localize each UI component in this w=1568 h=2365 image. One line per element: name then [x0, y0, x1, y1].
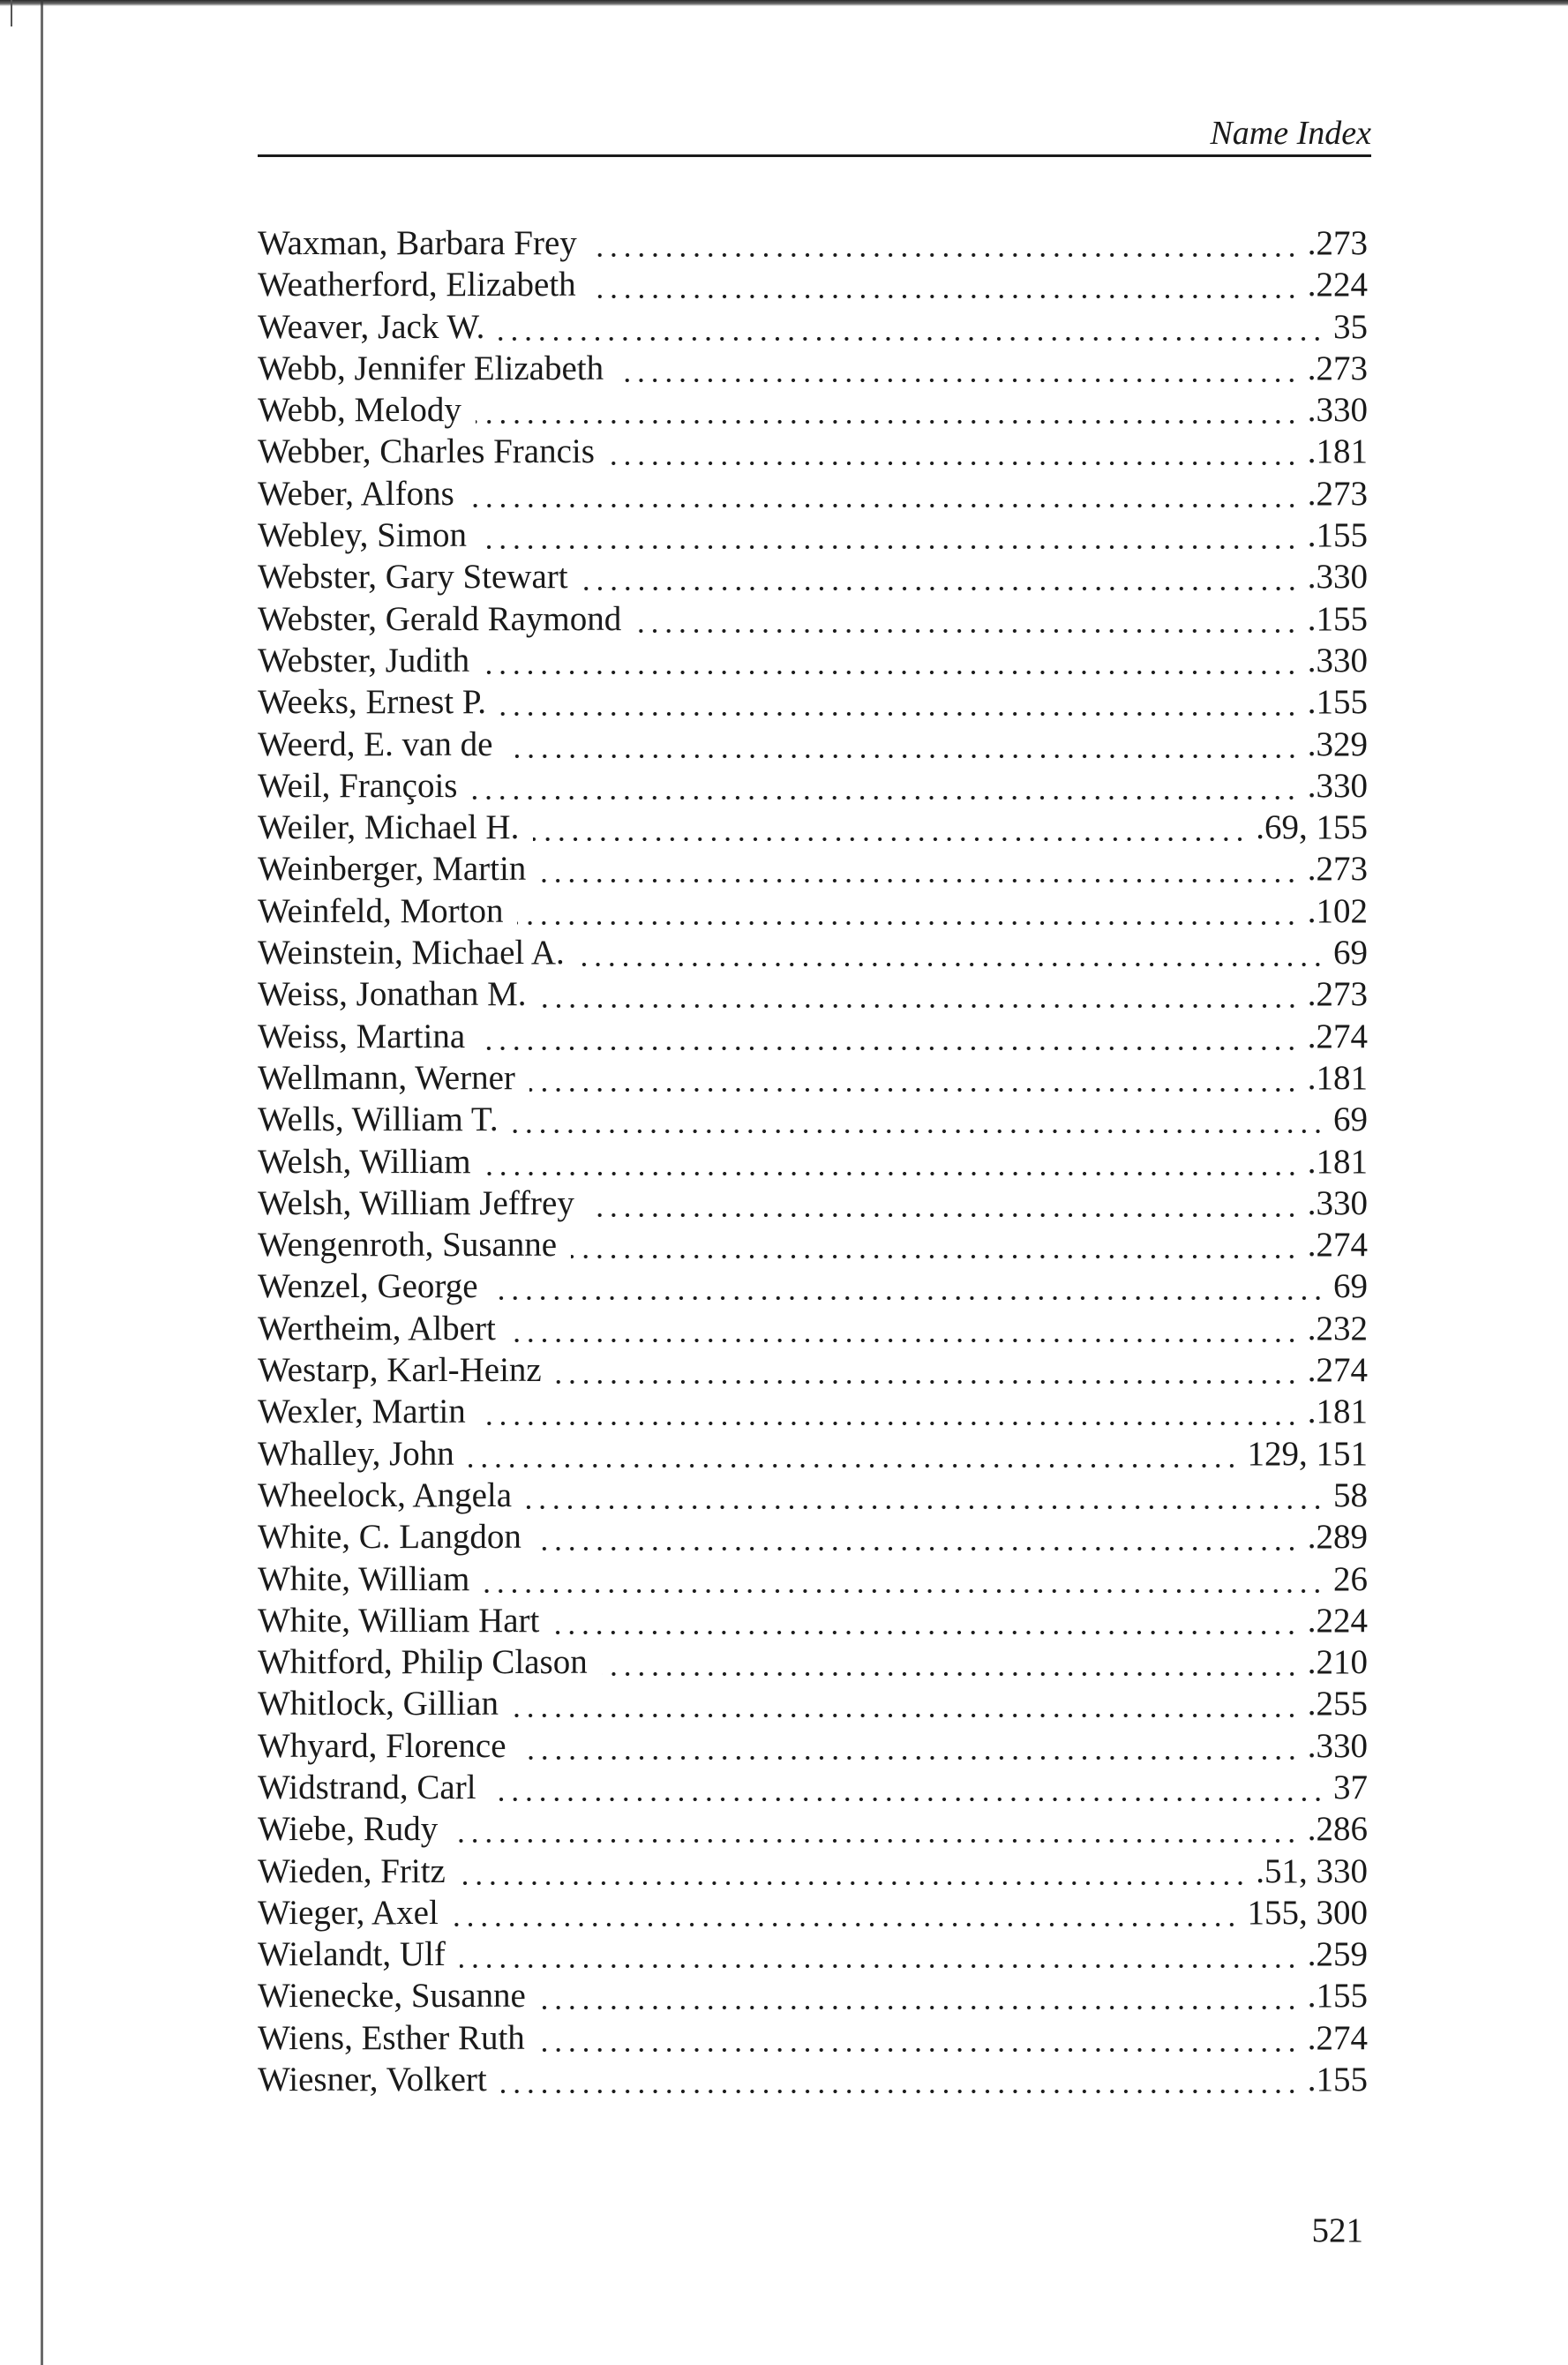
index-entry — [258, 1349, 1368, 1391]
dot-leader — [460, 1933, 1299, 1975]
index-entry-name: Weatherford, Elizabeth — [258, 266, 576, 304]
index-entry-pages: .255 — [1307, 1685, 1368, 1723]
index-entry-name: Weeks, Ernest P. — [258, 683, 486, 722]
index-entry-name: Wienecke, Susanne — [258, 1977, 526, 2016]
index-entry-pages: .330 — [1307, 1726, 1368, 1765]
index-entry-name: White, William Hart — [258, 1601, 540, 1640]
index-entry — [258, 2059, 1368, 2100]
index-entry — [258, 1892, 1368, 1933]
index-entry — [258, 389, 1368, 431]
index-entry — [258, 1391, 1368, 1432]
index-entry-name: Wiesner, Volkert — [258, 2061, 487, 2099]
index-entry — [258, 724, 1368, 765]
dot-leader — [469, 473, 1299, 514]
dot-leader — [510, 1308, 1299, 1349]
index-entry-name: Webster, Gary Stewart — [258, 558, 568, 597]
index-entry — [258, 973, 1368, 1015]
index-entry-pages: .330 — [1307, 391, 1368, 430]
dot-leader — [602, 1641, 1299, 1683]
index-entry-pages: .181 — [1307, 432, 1368, 471]
index-entry — [258, 1808, 1368, 1850]
index-entry-name: Weiss, Martina — [258, 1017, 466, 1055]
index-entry-name: White, C. Langdon — [258, 1518, 521, 1557]
index-entry-name: Wiens, Esther Ruth — [258, 2018, 525, 2057]
index-entry-pages: .232 — [1307, 1309, 1368, 1348]
dot-leader — [521, 1725, 1299, 1767]
index-entry — [258, 556, 1368, 597]
index-entry-name: Waxman, Barbara Frey — [258, 224, 577, 262]
index-entry-pages: .286 — [1307, 1810, 1368, 1849]
name-index-list — [258, 222, 1368, 2100]
index-entry-pages: 129, 151 — [1247, 1434, 1368, 1473]
index-entry-name: Webb, Jennifer Elizabeth — [258, 349, 604, 387]
dot-leader — [590, 264, 1299, 305]
index-entry — [258, 1433, 1368, 1475]
index-entry-pages: .273 — [1307, 850, 1368, 889]
scan-top-edge — [0, 0, 1568, 6]
index-entry-pages: 37 — [1333, 1768, 1368, 1806]
index-entry — [258, 932, 1368, 973]
index-entry-pages: .330 — [1307, 558, 1368, 597]
dot-leader — [529, 1057, 1299, 1099]
dot-leader — [533, 807, 1247, 848]
index-entry-name: Wieger, Axel — [258, 1893, 439, 1932]
index-entry — [258, 1767, 1368, 1808]
dot-leader — [541, 973, 1299, 1015]
index-entry-pages: .330 — [1307, 641, 1368, 679]
index-entry-pages: .330 — [1307, 1183, 1368, 1222]
index-entry-name: Wengenroth, Susanne — [258, 1226, 558, 1265]
index-entry-pages: 26 — [1333, 1559, 1368, 1598]
index-entry-pages: .51, 330 — [1256, 1851, 1368, 1890]
index-entry — [258, 2017, 1368, 2059]
index-entry-name: Widstrand, Carl — [258, 1768, 476, 1806]
dot-leader — [484, 640, 1299, 681]
index-entry — [258, 1141, 1368, 1182]
index-entry-name: Wellmann, Werner — [258, 1058, 515, 1097]
dot-leader — [471, 765, 1298, 807]
index-entry-name: Wielandt, Ulf — [258, 1935, 446, 1974]
index-entry — [258, 1600, 1368, 1641]
dot-leader — [513, 1683, 1299, 1724]
dot-leader — [553, 1600, 1298, 1641]
index-entry — [258, 264, 1368, 305]
dot-leader — [492, 1265, 1324, 1307]
dot-leader — [609, 431, 1299, 472]
running-header-title: Name Index — [1210, 115, 1371, 152]
index-entry-pages: 35 — [1333, 307, 1368, 346]
index-entry — [258, 1057, 1368, 1099]
index-entry-pages: .224 — [1307, 266, 1368, 304]
dot-leader — [526, 1475, 1324, 1516]
dot-leader — [536, 1516, 1299, 1558]
index-entry — [258, 1308, 1368, 1349]
dot-leader — [582, 556, 1299, 597]
index-entry-pages: .274 — [1307, 2018, 1368, 2057]
index-entry-name: Westarp, Karl-Heinz — [258, 1351, 542, 1390]
index-entry — [258, 1851, 1368, 1892]
dot-leader — [571, 1224, 1299, 1265]
dot-leader — [485, 1141, 1299, 1182]
dot-leader — [491, 1767, 1324, 1808]
index-entry-name: Webber, Charles Francis — [258, 432, 595, 471]
index-entry-name: Whitford, Philip Clason — [258, 1643, 588, 1682]
index-entry-pages: .330 — [1307, 766, 1368, 805]
index-entry-name: Welsh, William Jeffrey — [258, 1183, 574, 1222]
index-entry-pages: 69 — [1333, 934, 1368, 972]
dot-leader — [513, 1099, 1324, 1140]
index-entry-pages: .273 — [1307, 224, 1368, 262]
index-entry — [258, 598, 1368, 640]
dot-leader — [499, 306, 1324, 348]
dot-leader — [481, 514, 1299, 556]
dot-leader — [556, 1349, 1299, 1391]
index-entry-name: Weil, François — [258, 766, 458, 805]
index-entry-pages: .273 — [1307, 349, 1368, 387]
dot-leader — [500, 681, 1299, 723]
dot-leader — [476, 389, 1299, 431]
index-entry-pages: .155 — [1307, 599, 1368, 638]
index-entry-name: Webley, Simon — [258, 516, 467, 555]
index-entry — [258, 514, 1368, 556]
index-entry-pages: .289 — [1307, 1518, 1368, 1557]
index-entry — [258, 1099, 1368, 1140]
dot-leader — [618, 348, 1299, 389]
index-entry-pages: 155, 300 — [1247, 1893, 1368, 1932]
index-entry-pages: .69, 155 — [1256, 808, 1368, 847]
index-entry-name: Wieden, Fritz — [258, 1851, 446, 1890]
index-entry — [258, 306, 1368, 348]
index-entry — [258, 1933, 1368, 1975]
index-entry-pages: .155 — [1307, 516, 1368, 555]
dot-leader — [479, 1016, 1299, 1057]
dot-leader — [589, 1182, 1299, 1224]
index-entry — [258, 1016, 1368, 1057]
index-entry-name: Weiler, Michael H. — [258, 808, 520, 847]
header-rule — [258, 154, 1371, 157]
index-entry-pages: .155 — [1307, 2061, 1368, 2099]
index-entry-name: Wexler, Martin — [258, 1393, 466, 1431]
dot-leader — [579, 932, 1324, 973]
index-entry — [258, 1558, 1368, 1600]
dot-leader — [453, 1892, 1239, 1933]
index-entry-pages: .155 — [1307, 1977, 1368, 2016]
index-entry-pages: .155 — [1307, 683, 1368, 722]
index-entry-pages: 69 — [1333, 1100, 1368, 1139]
dot-leader — [501, 2059, 1299, 2100]
dot-leader — [591, 222, 1299, 264]
index-entry-pages: .259 — [1307, 1935, 1368, 1974]
index-entry-name: Welsh, William — [258, 1142, 471, 1181]
index-entry — [258, 1725, 1368, 1767]
index-entry-name: Weerd, E. van de — [258, 725, 493, 763]
running-header — [258, 111, 1371, 157]
dot-leader — [540, 1975, 1299, 2016]
index-entry-pages: .224 — [1307, 1601, 1368, 1640]
index-entry-name: Weber, Alfons — [258, 474, 454, 513]
index-entry — [258, 848, 1368, 890]
index-entry-pages: .181 — [1307, 1393, 1368, 1431]
index-entry — [258, 348, 1368, 389]
index-entry-pages: .274 — [1307, 1017, 1368, 1055]
dot-leader — [517, 890, 1298, 932]
index-entry — [258, 890, 1368, 932]
index-entry-name: Wells, William T. — [258, 1100, 499, 1139]
index-entry-name: Wertheim, Albert — [258, 1309, 496, 1348]
index-entry-name: Weinberger, Martin — [258, 850, 527, 889]
page-gutter-line — [41, 0, 43, 2365]
page-number: 521 — [1311, 2211, 1363, 2249]
index-entry — [258, 1182, 1368, 1224]
index-entry — [258, 1975, 1368, 2016]
index-entry-pages: .210 — [1307, 1643, 1368, 1682]
index-entry — [258, 1475, 1368, 1516]
index-entry — [258, 807, 1368, 848]
index-entry-pages: .274 — [1307, 1351, 1368, 1390]
index-entry-name: Whyard, Florence — [258, 1726, 506, 1765]
index-entry-pages: 58 — [1333, 1475, 1368, 1514]
dot-leader — [452, 1808, 1299, 1850]
index-entry-name: Wheelock, Angela — [258, 1475, 513, 1514]
index-entry-name: Webster, Gerald Raymond — [258, 599, 622, 638]
index-entry-name: White, William — [258, 1559, 470, 1598]
dot-leader — [507, 724, 1299, 765]
index-entry — [258, 1516, 1368, 1558]
dot-leader — [540, 848, 1298, 890]
index-entry-pages: .273 — [1307, 975, 1368, 1014]
index-entry-pages: .102 — [1307, 891, 1368, 930]
index-entry-name: Webb, Melody — [258, 391, 461, 430]
index-entry — [258, 1265, 1368, 1307]
dot-leader — [539, 2017, 1299, 2059]
index-entry-name: Wiebe, Rudy — [258, 1810, 439, 1849]
index-entry-name: Wenzel, George — [258, 1267, 478, 1306]
index-entry-name: Weinfeld, Morton — [258, 891, 504, 930]
index-entry-pages: .274 — [1307, 1226, 1368, 1265]
index-entry — [258, 681, 1368, 723]
index-entry-name: Weiss, Jonathan M. — [258, 975, 527, 1014]
index-entry — [258, 431, 1368, 472]
dot-leader — [484, 1558, 1324, 1600]
index-entry-pages: .329 — [1307, 725, 1368, 763]
index-entry — [258, 765, 1368, 807]
scan-left-tick — [11, 0, 12, 26]
index-entry-pages: .273 — [1307, 474, 1368, 513]
index-entry-name: Weaver, Jack W. — [258, 307, 485, 346]
index-entry-pages: 69 — [1333, 1267, 1368, 1306]
index-entry — [258, 1224, 1368, 1265]
dot-leader — [635, 598, 1298, 640]
index-entry-name: Whalley, John — [258, 1434, 454, 1473]
index-entry — [258, 473, 1368, 514]
index-entry-pages: .181 — [1307, 1142, 1368, 1181]
index-entry — [258, 222, 1368, 264]
index-entry-name: Weinstein, Michael A. — [258, 934, 565, 972]
dot-leader — [469, 1433, 1239, 1475]
index-entry-name: Webster, Judith — [258, 641, 470, 679]
index-entry — [258, 1683, 1368, 1724]
dot-leader — [460, 1851, 1247, 1892]
index-entry-pages: .181 — [1307, 1058, 1368, 1097]
index-entry — [258, 640, 1368, 681]
index-entry-name: Whitlock, Gillian — [258, 1685, 499, 1723]
index-entry — [258, 1641, 1368, 1683]
dot-leader — [480, 1391, 1299, 1432]
